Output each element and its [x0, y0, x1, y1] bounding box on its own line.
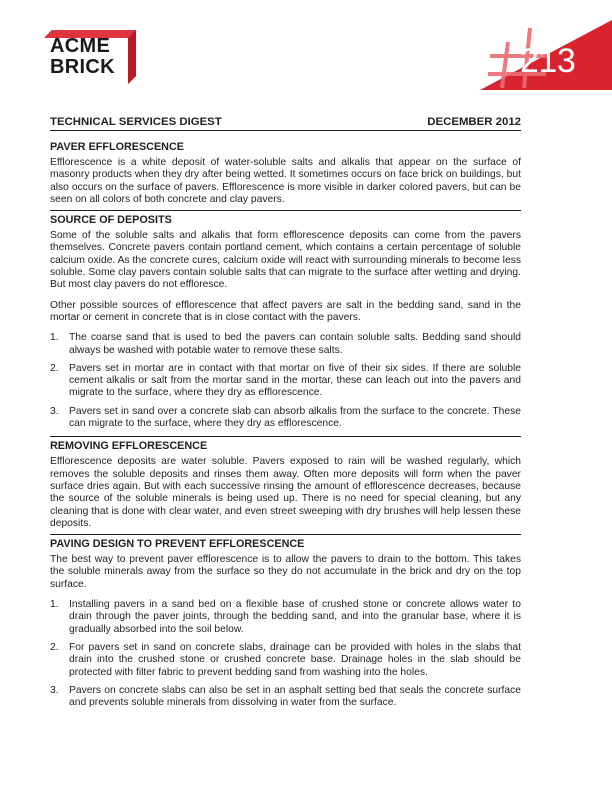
list-text: The coarse sand that is used to bed the pavers can contain soluble salts. Bedding sand should always be washed with potable water to remove these salts. — [69, 332, 521, 356]
list-text: Installing pavers in a sand bed on a flexible base of crushed stone or concrete allows water to drain through the paver joints, through the bedding sand, and into the granular base, where it is gradually absorbed into the soil below. — [69, 599, 521, 635]
digest-header — [50, 115, 521, 130]
list-number: 3. — [50, 405, 59, 417]
section-divider — [50, 210, 521, 211]
list-number: 2. — [50, 362, 59, 374]
paragraph: Some of the soluble salts and alkalis that form efflorescence deposits can come from the pavers themselves. Concrete pavers contain portland cement, which contains a certain percentage of soluble calcium oxide. As the concrete cures, calcium oxide will react with surrounding minerals to become less soluble. Some clay pavers contain soluble salts that can migrate to the surface after wetting and drying. But most clay pavers do not effloresce. — [50, 230, 521, 291]
section-title: SOURCE OF DEPOSITS — [50, 214, 172, 227]
list-number: 1. — [50, 332, 59, 344]
list-text: Pavers set in mortar are in contact with that mortar on five of their six sides. If there are soluble cement alkalis or salt from the mortar sand in the mortar, these can leach out into the pavers and migrate to the surface, where they dry as efflorescence. — [69, 362, 521, 399]
digest-number-badge — [480, 20, 612, 90]
digest-title: TECHNICAL SERVICES DIGEST — [50, 116, 222, 128]
section-title: REMOVING EFFLORESCENCE — [50, 440, 208, 453]
digest-number: 213 — [520, 42, 576, 80]
list-item — [50, 363, 521, 400]
section-divider — [50, 436, 521, 437]
section-title: PAVING DESIGN TO PREVENT EFFLORESCENCE — [50, 538, 305, 551]
list-item — [50, 406, 521, 431]
list-number: 2. — [50, 641, 59, 653]
list-item — [50, 599, 521, 636]
section-divider — [50, 534, 521, 535]
section-title: PAVER EFFLORESCENCE — [50, 141, 184, 153]
list-text: For pavers set in sand on concrete slabs, drainage can be provided with holes in the slabs that drain into the crushed stone or crushed concrete base. Drainage holes in the slab should be protected with filter fabric to prevent bedding sand from washing into the holes. — [69, 641, 521, 678]
list-text: Pavers set in sand over a concrete slab can absorb alkalis from the surface to the concrete. These can migrate to the surface, where they dry as efflorescence. — [69, 405, 521, 430]
numbered-list — [50, 332, 521, 430]
paragraph: The best way to prevent paver efflorescence is to allow the pavers to drain to the bottom. This takes the soluble minerals away from the surface so they do not accumulate in the brick and dry on the top surface. — [50, 554, 521, 590]
list-item — [50, 332, 521, 357]
paragraph: Other possible sources of efflorescence that affect pavers are salt in the bedding sand, sand in the mortar or cement in concrete that is in close contact with the pavers. — [50, 299, 521, 323]
list-item — [50, 642, 521, 679]
section-source-of-deposits — [50, 214, 521, 430]
logo-text-acme: ACME — [50, 35, 111, 57]
list-number: 1. — [50, 599, 59, 611]
section-paver-efflorescence — [50, 141, 521, 206]
paragraph: Efflorescence deposits are water soluble. Pavers exposed to rain will be washed regularly, which removes the soluble deposits and rinses them away. Often more deposits will form when the paver surface dries again. But with each successive rinsing the amount of efflorescence decreases, because the source of the soluble minerals is being used up. There is no need for special cleaning, but any cleaning that is done with clear water, and even street sweeping with dry brushes will help lessen these deposits. — [50, 456, 521, 529]
numbered-list — [50, 599, 521, 709]
list-text: Pavers on concrete slabs can also be set in an asphalt setting bed that seals the concrete surface and prevents soluble minerals from dissolving in water from the surface. — [69, 684, 521, 709]
list-item — [50, 685, 521, 710]
section-removing-efflorescence — [50, 440, 521, 530]
logo-text-brick: BRICK — [50, 56, 115, 78]
header-rule — [50, 130, 521, 131]
paragraph: Efflorescence is a white deposit of water-soluble salts and alkalis that appear on the surface of masonry products when they dry after being wetted. It sometimes occurs on face brick on buildings, but also occurs on the surface of pavers. Efflorescence is more visible in darker colored pavers, but can be seen on all colors of both concrete and clay pavers. — [50, 157, 521, 205]
section-paving-design — [50, 538, 521, 709]
digest-body — [50, 141, 521, 715]
acme-brick-logo — [44, 30, 136, 84]
list-number: 3. — [50, 684, 59, 696]
digest-date: DECEMBER 2012 — [427, 116, 521, 128]
